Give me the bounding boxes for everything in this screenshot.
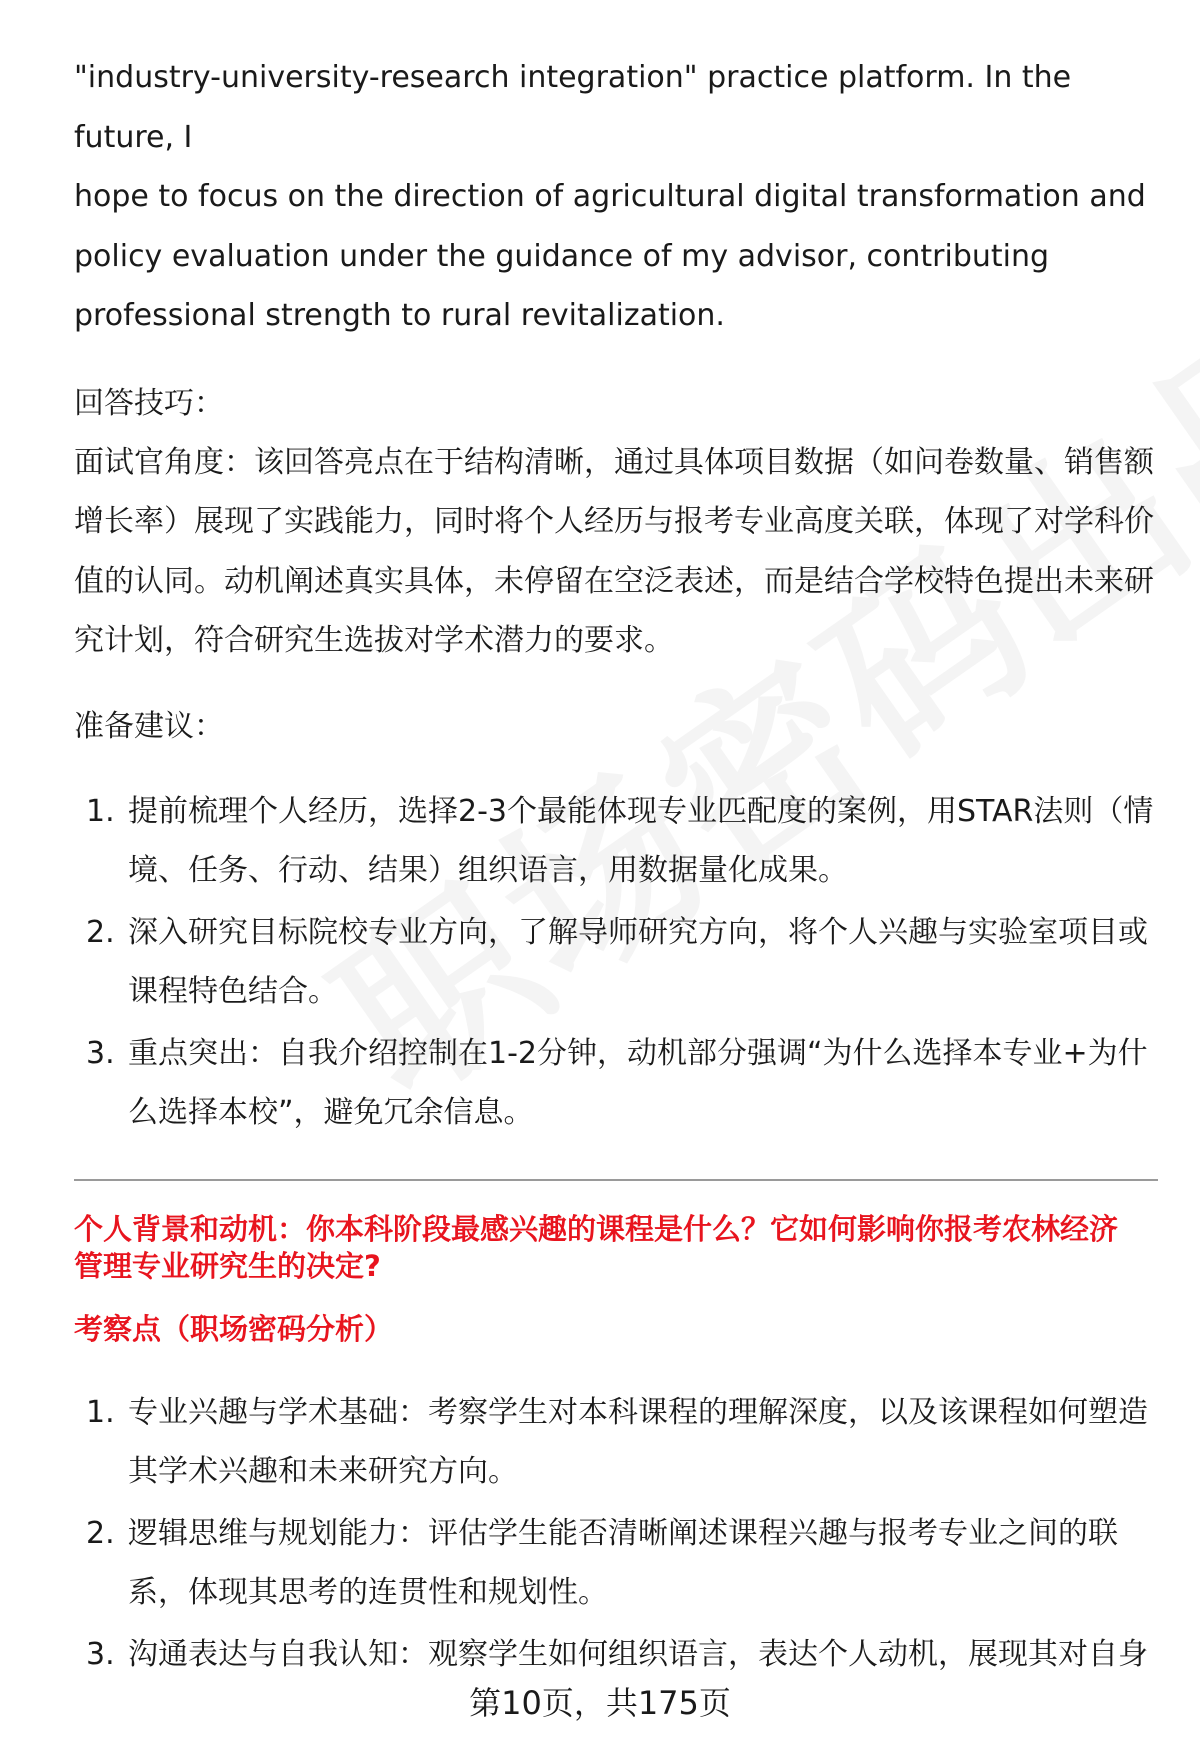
list-item — [74, 1024, 1158, 1143]
list-item — [74, 1625, 1158, 1685]
question-line: 管理专业研究生的决定? — [74, 1248, 381, 1283]
intro-line: hope to focus on the direction of agricultural digital transformation and — [74, 179, 1146, 214]
list-item-line: 重点突出：自我介绍控制在1-2分钟，动机部分强调“为什么选择本专业+为什 — [128, 1035, 1148, 1071]
list-number: 1. — [86, 1394, 115, 1430]
intro-line: policy evaluation under the guidance of my advisor, contributing — [74, 238, 1050, 274]
list-item-line: 沟通表达与自我认知：观察学生如何组织语言，表达个人动机，展现其对自身 — [128, 1636, 1148, 1672]
list-item-line: 境、任务、行动、结果）组织语言，用数据量化成果。 — [128, 853, 848, 888]
analysis-list — [74, 1383, 1158, 1685]
interviewer-line: 增长率）展现了实践能力，同时将个人经历与报考专业高度关联，体现了对学科价 — [74, 504, 1154, 539]
list-number: 1. — [86, 793, 115, 829]
list-number: 2. — [86, 1515, 115, 1551]
prep-label: 准备建议： — [74, 708, 224, 744]
list-item-line: 逻辑思维与规划能力：评估学生能否清晰阐述课程兴趣与报考专业之间的联 — [128, 1515, 1118, 1551]
list-item-line: 专业兴趣与学术基础：考察学生对本科课程的理解深度，以及该课程如何塑造 — [128, 1394, 1148, 1430]
question-heading — [74, 1211, 1158, 1285]
page-content — [74, 48, 1158, 1686]
list-item-line: 系，体现其思考的连贯性和规划性。 — [128, 1575, 608, 1610]
intro-paragraph — [74, 48, 1158, 346]
analysis-heading: 考察点（职场密码分析） — [74, 1311, 394, 1346]
question-line: 个人背景和动机：你本科阶段最感兴趣的课程是什么？它如何影响你报考农林经济 — [74, 1211, 1119, 1246]
prep-list — [74, 782, 1158, 1143]
page-footer: 第10页，共175页 — [469, 1684, 731, 1722]
tips-label: 回答技巧： — [74, 385, 224, 421]
list-item-line: 其学术兴趣和未来研究方向。 — [128, 1454, 518, 1489]
list-item-line: 课程特色结合。 — [128, 974, 338, 1009]
list-item — [74, 782, 1158, 901]
interviewer-line: 面试官角度：该回答亮点在于结构清晰，通过具体项目数据（如问卷数量、销售额 — [74, 444, 1154, 480]
intro-line: "industry-university-research integration" practice platform. In the future, I — [74, 60, 1072, 155]
interviewer-line: 究计划，符合研究生选拔对学术潜力的要求。 — [74, 623, 674, 658]
intro-line: professional strength to rural revitalization. — [74, 298, 725, 333]
list-item-line: 深入研究目标院校专业方向，了解导师研究方向，将个人兴趣与实验室项目或 — [128, 914, 1148, 950]
list-number: 3. — [86, 1636, 115, 1672]
list-item-line: 提前梳理个人经历，选择2-3个最能体现专业匹配度的案例，用STAR法则（情 — [128, 793, 1154, 829]
interviewer-paragraph — [74, 433, 1158, 671]
list-number: 2. — [86, 914, 115, 950]
interviewer-line: 值的认同。动机阐述真实具体，未停留在空泛表述，而是结合学校特色提出未来研 — [74, 563, 1154, 599]
list-item — [74, 1383, 1158, 1502]
list-item-line: 么选择本校”，避免冗余信息。 — [128, 1095, 534, 1130]
list-item — [74, 903, 1158, 1022]
list-number: 3. — [86, 1035, 115, 1071]
list-item — [74, 1504, 1158, 1623]
